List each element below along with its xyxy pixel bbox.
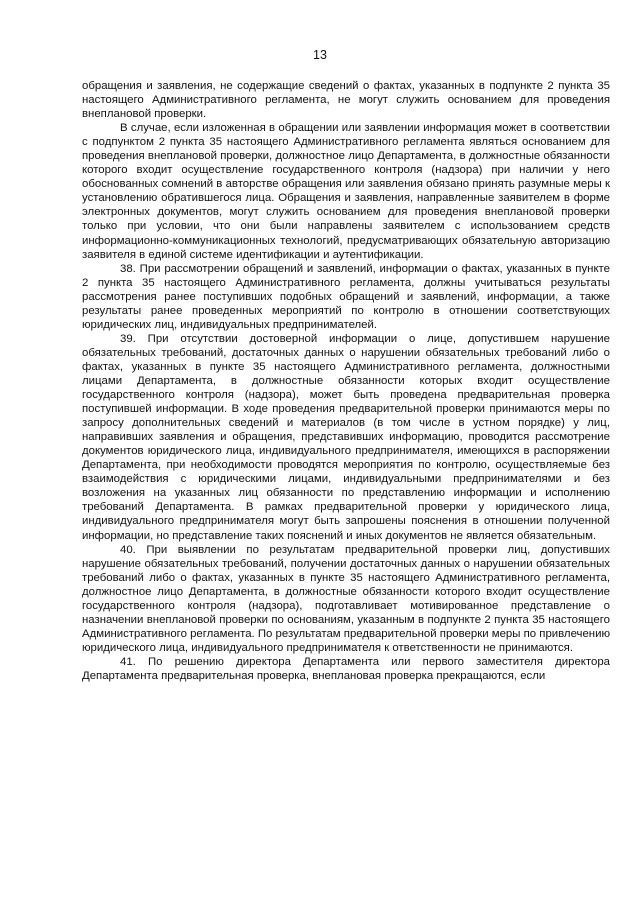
paragraph-40: 40. При выявлении по результатам предварительной проверки лиц, допустивших нарушение обязательных требований, получении достаточных данных о нарушении обязательных требований либо о фактах, указанных в пункте 35 настоящего Административного регламента, должностное лицо Департамента, в должностные обязанности которого входит осуществление государственного контроля (надзора), подготавливает мотивированное представление о назначении внеплановой проверки по основаниям, указанным в подпункте 2 пункта 35 настоящего Административного регламента. По результатам предварительной проверки меры по привлечению юридического лица, индивидуального предпринимателя к ответственности не принимаются.: [82, 543, 610, 654]
paragraph-continuation: обращения и заявления, не содержащие сведений о фактах, указанных в подпункте 2 пункта 35 настоящего Административного регламента, не могут служить основанием для проведения внеплановой проверки.: [82, 80, 610, 121]
document-body: [82, 79, 610, 683]
paragraph-39: 39. При отсутствии достоверной информации о лице, допустившем нарушение обязательных требований, достаточных данных о нарушении обязательных требований либо о фактах, указанных в пункте 35 настоящего Административного регламента, должностными лицами Департамента, в должностные обязанности которых входит осуществление государственного контроля (надзора), может быть проведена предварительная проверка поступившей информации. В ходе проведения предварительной проверки принимаются меры по запросу дополнительных сведений и материалов (в том числе в устном порядке) у лиц, направивших заявления и обращения, представивших информацию, проводится рассмотрение документов юридического лица, индивидуального предпринимателя, имеющихся в распоряжении Департамента, при необходимости проводятся мероприятия по контролю, осуществляемые без взаимодействия с юридическими лицами, индивидуальными предпринимателями и без возложения на указанных лиц обязанности по представлению информации и исполнению требований Департамента. В рамках предварительной проверки у юридического лица, индивидуального предпринимателя могут быть запрошены пояснения в отношении полученной информации, но представление таких пояснений и иных документов не является обязательным.: [82, 332, 610, 542]
paragraph-41: 41. По решению директора Департамента или первого заместителя директора Департамента предварительная проверка, внеплановая проверка прекращаются, если: [82, 655, 610, 682]
page-number: 13: [313, 48, 327, 62]
paragraph-anonymous-appeals: В случае, если изложенная в обращении или заявлении информация может в соответствии с подпунктом 2 пункта 35 настоящего Административного регламента являться основанием для проведения внеплановой проверки, должностное лицо Департамента, в должностные обязанности которого входит осуществление государственного контроля (надзора) при наличии у него обоснованных сомнений в авторстве обращения или заявления обязано принять разумные меры к установлению обратившегося лица. Обращения и заявления, направленные заявителем в форме электронных документов, могут служить основанием для проведения внеплановой проверки только при условии, что они были направлены заявителем с использованием средств информационно-коммуникационных технологий, предусматривающих обязательную авторизацию заявителя в единой системе идентификации и аутентификации.: [82, 122, 610, 261]
paragraph-38: 38. При рассмотрении обращений и заявлений, информации о фактах, указанных в пункте 2 пункта 35 настоящего Административного регламента, должны учитываться результаты рассмотрения ранее поступивших подобных обращений и заявлений, информации, а также результаты ранее проведенных мероприятий по контролю в отношении соответствующих юридических лиц, индивидуальных предпринимателей.: [82, 262, 610, 331]
